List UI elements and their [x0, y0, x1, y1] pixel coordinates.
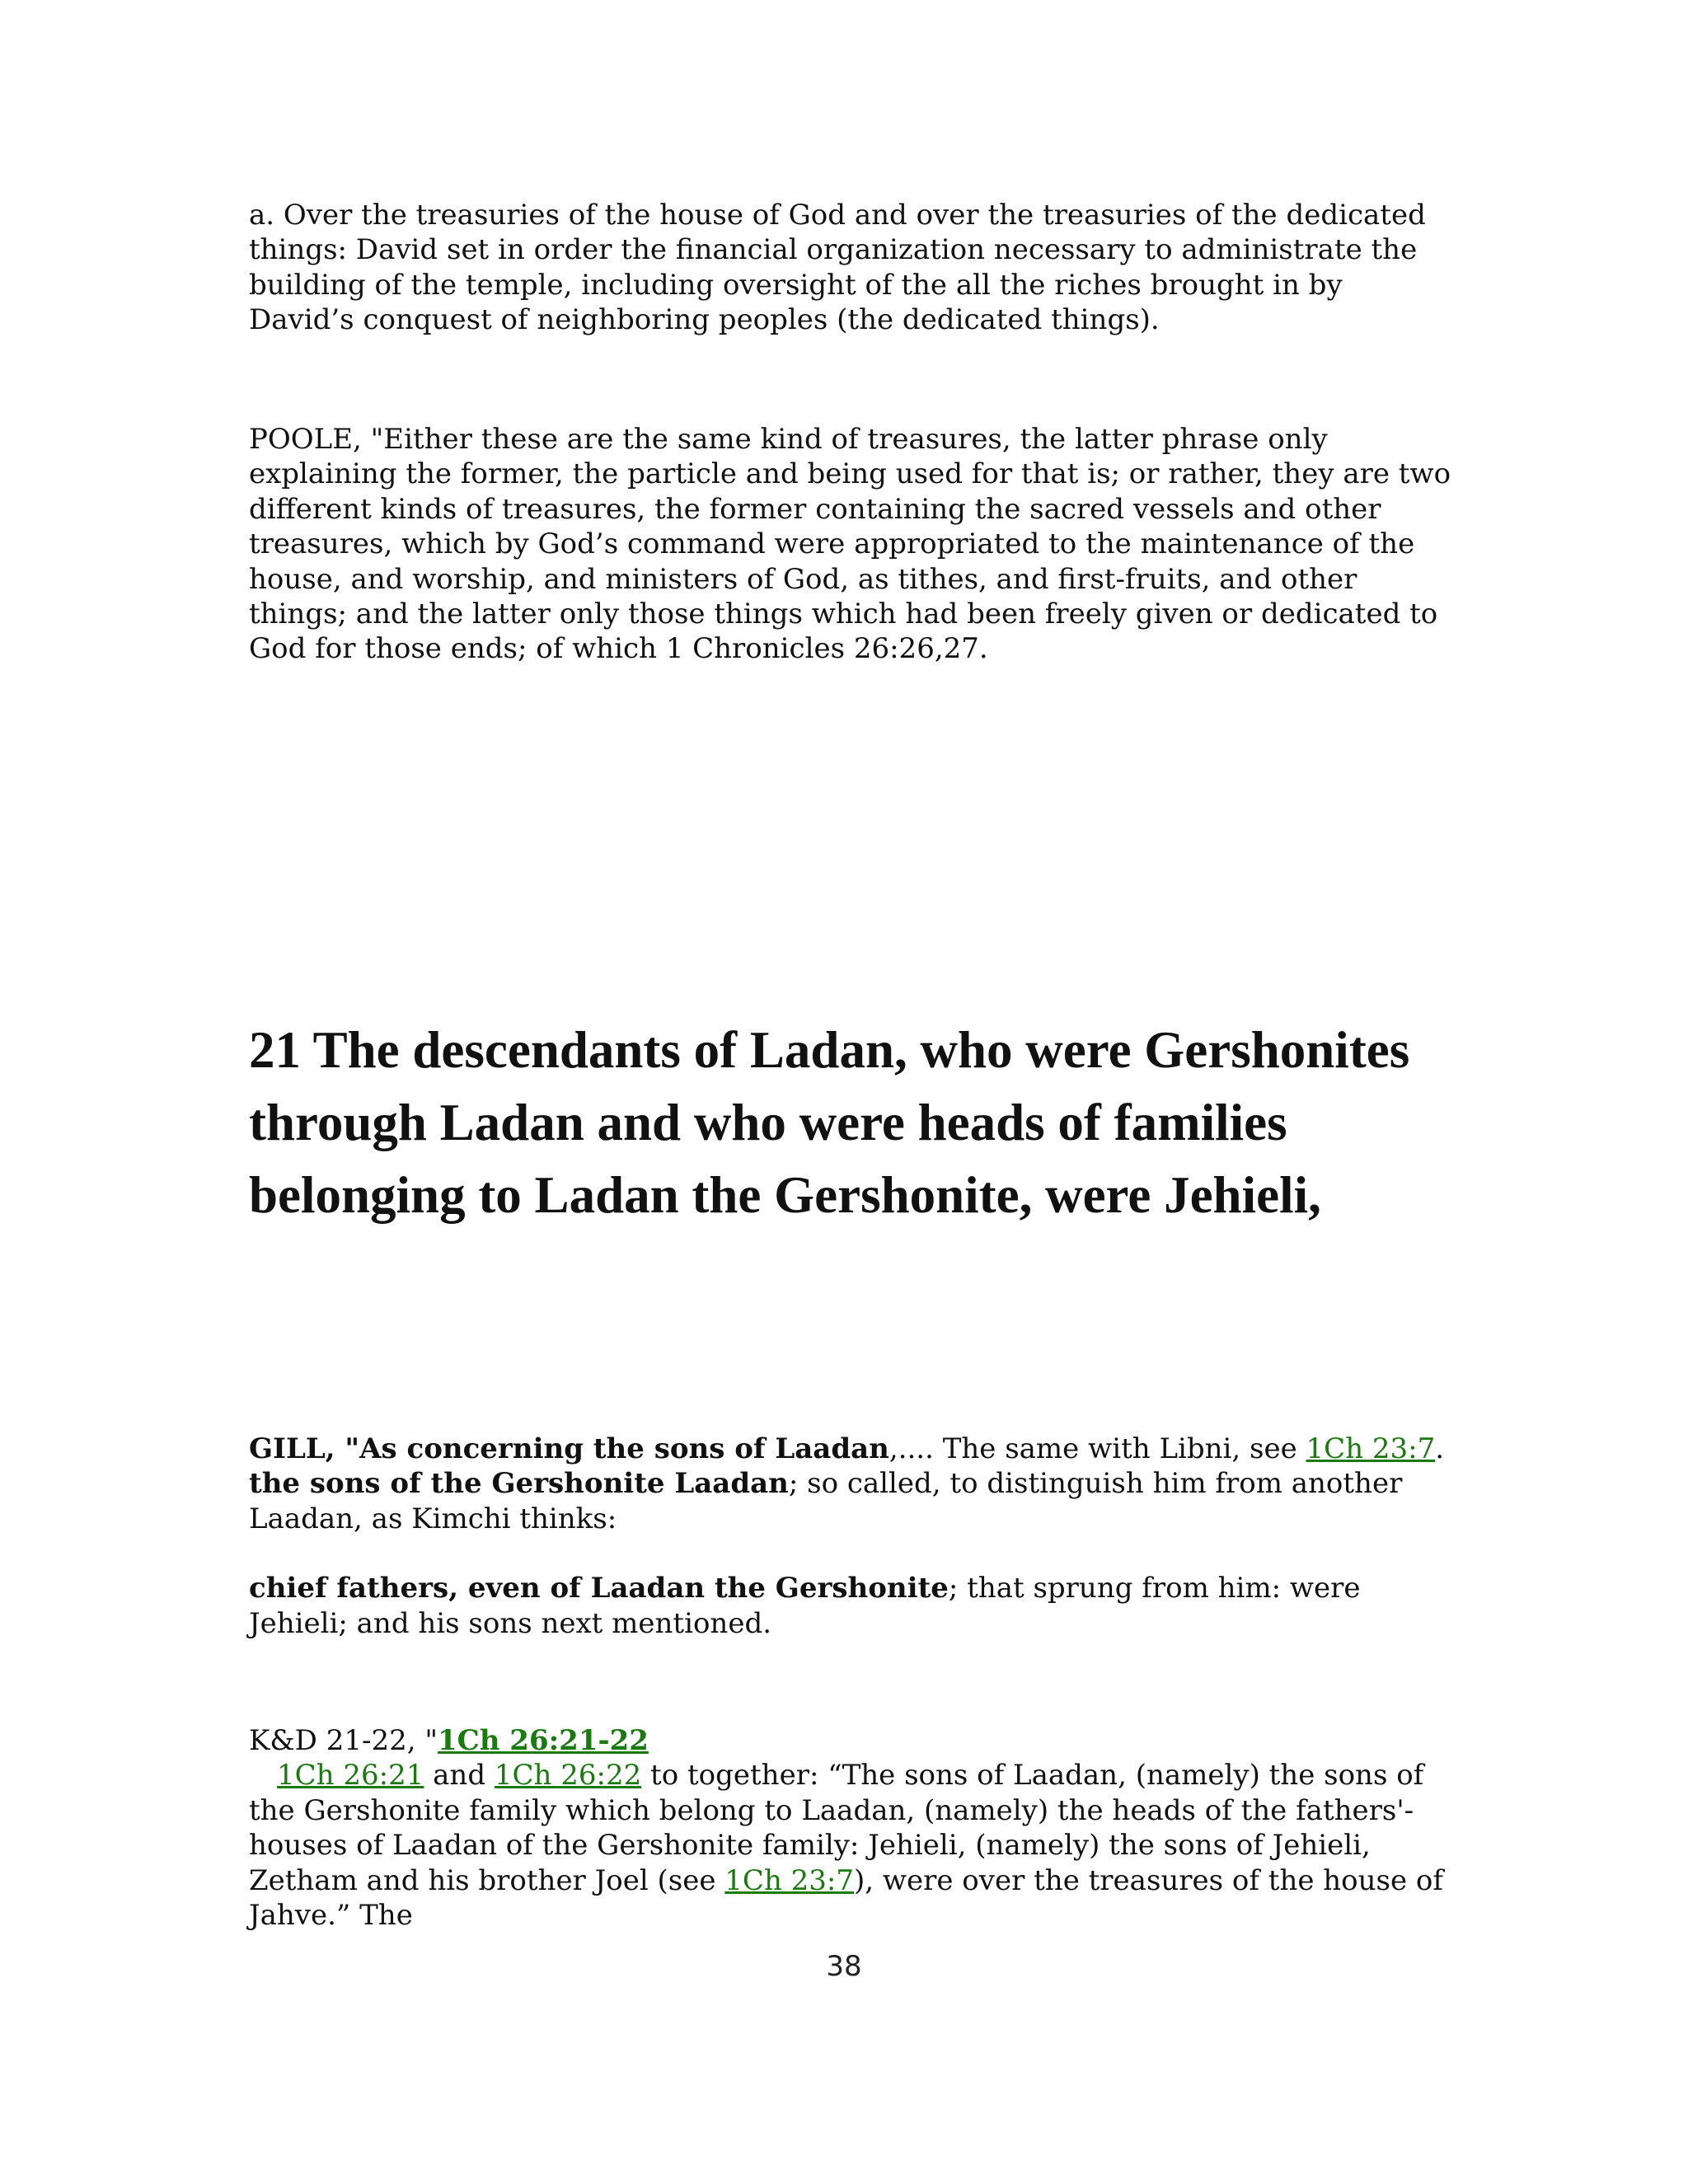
scripture-link[interactable]: 1Ch 26:22 [494, 1759, 642, 1793]
paragraph-a [249, 198, 1452, 338]
scripture-link[interactable]: 1Ch 26:21 [277, 1759, 424, 1793]
gill-commentary [249, 1432, 1452, 1641]
kd-lead: K&D 21-22, " [249, 1724, 438, 1757]
kd-commentary [249, 1723, 1452, 1933]
gill-line2-rest: ; so called, to distinguish him from another Laadan, as Kimchi thinks: [249, 1467, 1403, 1535]
gill-line-3 [249, 1571, 1452, 1641]
verse-heading: 21 The descendants of Ladan, who were Gershonites through Ladan and who were heads of families belonging to Ladan the Gershonite, were Jehieli, [249, 1021, 1410, 1224]
kd-and: and [424, 1759, 495, 1793]
scripture-link[interactable]: 1Ch 23:7 [724, 1863, 854, 1897]
gill-line-2 [249, 1466, 1452, 1536]
gill-line2-bold: the sons of the Gershonite Laadan [249, 1467, 789, 1501]
gill-after-ref: . [1435, 1432, 1445, 1465]
poole-commentary-text: POOLE, "Either these are the same kind of treasures, the latter phrase only explaining the former, the particle and being used for that is; or rather, they are two different kinds of treasures, the former containing the sacred vessels and other treasures, which by God’s command were appropriated to the maintenance of the house, and worship, and ministers of God, as tithes, and first-fruits, and other things; and the latter only those things which had been freely given or dedicated to God for those ends; of which 1 Chronicles 26:26,27. [249, 423, 1451, 666]
scripture-link[interactable]: 1Ch 23:7 [1306, 1432, 1436, 1465]
scripture-link-heading[interactable]: 1Ch 26:21-22 [438, 1724, 649, 1757]
gill-lead-bold: GILL, "As concerning the sons of Laadan [249, 1432, 889, 1465]
gill-lead-rest: ,.... The same with Libni, see [889, 1432, 1306, 1465]
kd-body-2: ), were over the treasures of the house of Jahve.” The [249, 1863, 1443, 1933]
kd-body [249, 1758, 1452, 1933]
gill-line3-bold: chief fathers, even of Laadan the Gershonite [249, 1572, 949, 1605]
kd-heading-line [249, 1723, 1452, 1758]
page-number: 38 [826, 1950, 862, 1983]
gill-line-1 [249, 1432, 1452, 1466]
kd-body-1: to together: “The sons of Laadan, (namely) the sons of the Gershonite family which belong to Laadan, (namely) the heads of the fathers'-houses of Laadan of the Gershonite family: Jehieli, (namely) the sons of Jehieli, Zetham and his brother Joel (see [249, 1759, 1424, 1897]
poole-commentary [249, 422, 1452, 667]
spacer [249, 1536, 1452, 1571]
gill-line3-rest: ; that sprung from him: were Jehieli; and his sons next mentioned. [249, 1572, 1361, 1640]
paragraph-a-text: a. Over the treasuries of the house of God and over the treasuries of the dedicated things: David set in order the financial organization necessary to administrate the building of the temple, including oversight of the all the riches brought in by David’s conquest of neighboring peoples (the dedicated things). [249, 199, 1426, 337]
